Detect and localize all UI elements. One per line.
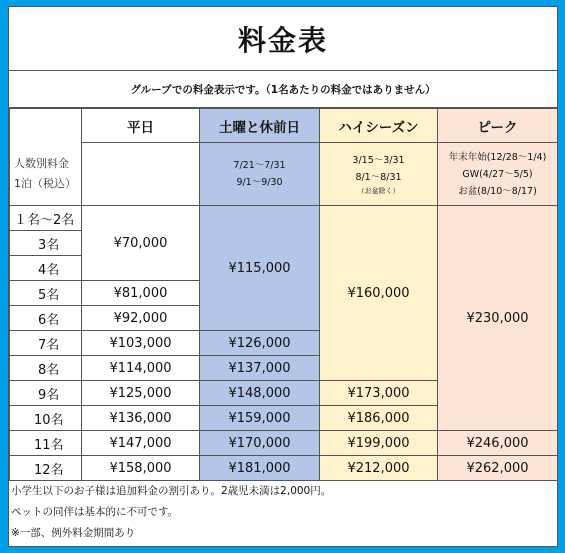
period-high-season: [320, 143, 438, 206]
side-label-line1: 人数別料金: [14, 156, 69, 170]
price-cell: ¥212,000: [320, 456, 438, 481]
price-cell: ¥159,000: [200, 406, 320, 431]
corner-cell: [10, 109, 82, 143]
people-cell: 11名: [10, 431, 82, 456]
price-cell: ¥70,000: [82, 206, 200, 281]
price-cell: ¥114,000: [82, 356, 200, 381]
note-line: 小学生以下のお子様は追加料金の割引あり。2歳児未満は2,000円。: [11, 485, 332, 497]
people-cell: 9名: [10, 381, 82, 406]
side-label-line2: 1泊（税込）: [14, 176, 76, 190]
price-cell: ¥186,000: [320, 406, 438, 431]
people-cell: 5名: [10, 281, 82, 306]
note-line: ペットの同伴は基本的に不可です。: [11, 506, 179, 518]
price-cell: ¥246,000: [438, 431, 558, 456]
period-high-1: 3/15～3/31: [352, 155, 405, 166]
people-cell: 7名: [10, 331, 82, 356]
period-saturday-2: 9/1～9/30: [236, 177, 283, 188]
period-saturday: [200, 143, 320, 206]
price-cell: ¥173,000: [320, 381, 438, 406]
people-cell: 8名: [10, 356, 82, 381]
table-subtitle: グループでの料金表示です。（1名あたりの料金ではありません）: [9, 71, 557, 108]
page-title: 料金表: [9, 7, 557, 71]
people-cell: 6名: [10, 306, 82, 331]
period-high-2: 8/1～8/31: [355, 172, 402, 183]
price-cell: ¥137,000: [200, 356, 320, 381]
header-saturday: 土曜と休前日: [200, 109, 320, 143]
people-cell: 3名: [10, 231, 82, 256]
period-peak-3: お盆(8/10～8/17): [458, 185, 537, 197]
people-cell: １名～2名: [10, 206, 82, 231]
price-table: [9, 108, 558, 481]
notes: [11, 481, 555, 544]
price-cell: ¥81,000: [82, 281, 200, 306]
period-peak-2: GW(4/27～5/5): [462, 168, 533, 180]
people-cell: 4名: [10, 256, 82, 281]
header-high-season: ハイシーズン: [320, 109, 438, 143]
header-peak: ピーク: [438, 109, 558, 143]
people-cell: 10名: [10, 406, 82, 431]
price-cell: ¥136,000: [82, 406, 200, 431]
price-table-panel: [8, 6, 558, 547]
price-cell: ¥160,000: [320, 206, 438, 381]
price-cell: ¥199,000: [320, 431, 438, 456]
period-saturday-1: 7/21～7/31: [233, 160, 286, 171]
period-weekday: [82, 143, 200, 206]
period-high-note: （お盆除く）: [357, 187, 400, 195]
price-cell: ¥126,000: [200, 331, 320, 356]
price-cell: ¥92,000: [82, 306, 200, 331]
side-label: [10, 143, 82, 206]
note-line: ※一部、例外料金期間あり: [11, 527, 136, 539]
price-cell: ¥262,000: [438, 456, 558, 481]
price-cell: ¥103,000: [82, 331, 200, 356]
price-cell: ¥148,000: [200, 381, 320, 406]
price-cell: ¥230,000: [438, 206, 558, 431]
price-cell: ¥147,000: [82, 431, 200, 456]
price-cell: ¥125,000: [82, 381, 200, 406]
price-cell: ¥158,000: [82, 456, 200, 481]
period-peak: [438, 143, 558, 206]
people-cell: 12名: [10, 456, 82, 481]
price-cell: ¥181,000: [200, 456, 320, 481]
period-peak-1: 年末年始(12/28～1/4): [448, 151, 547, 163]
header-weekday: 平日: [82, 109, 200, 143]
price-cell: ¥170,000: [200, 431, 320, 456]
price-cell: ¥115,000: [200, 206, 320, 331]
